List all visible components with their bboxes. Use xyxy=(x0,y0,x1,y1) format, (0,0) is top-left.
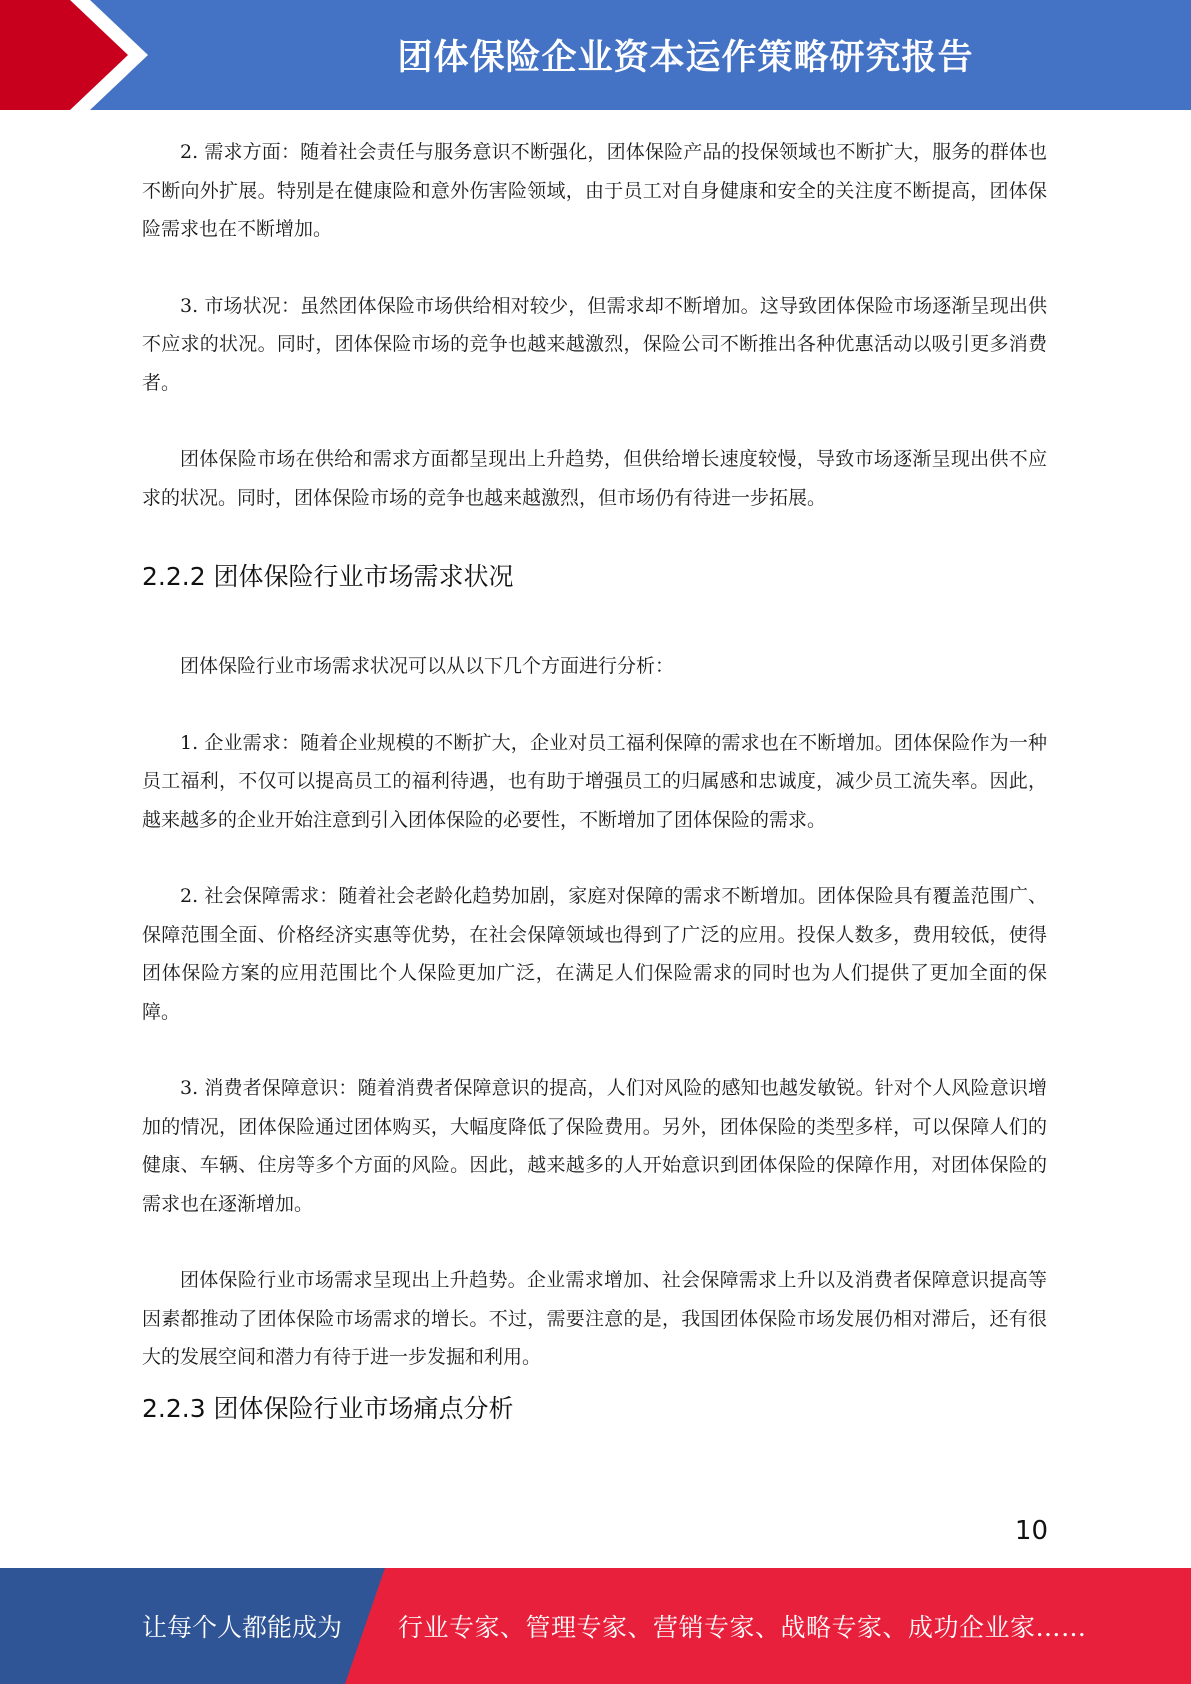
section-heading-2-2-3: 2.2.3 团体保险行业市场痛点分析 xyxy=(142,1393,514,1423)
footer-slogan-right: 行业专家、管理专家、营销专家、战略专家、成功企业家…… xyxy=(398,1613,1087,1642)
paragraph-demand-aspect: 2. 需求方面：随着社会责任与服务意识不断强化，团体保险产品的投保领域也不断扩大，服务的群体也不断向外扩展。特别是在健康险和意外伤害险领域，由于员工对自身健康和安全的关注度不断提高，团体保险需求也在不断增加。 xyxy=(142,141,1047,240)
paragraph-analysis-intro: 团体保险行业市场需求状况可以从以下几个方面进行分析： xyxy=(180,655,675,677)
paragraph-social-security-demand: 2. 社会保障需求：随着社会老龄化趋势加剧，家庭对保障的需求不断增加。团体保险具有覆盖范围广、保障范围全面、价格经济实惠等优势，在社会保障领域也得到了广泛的应用。投保人数多，费用较低，使得团体保险方案的应用范围比个人保险更加广泛，在满足人们保险需求的同时也为人们提供了更加全面的保障。 xyxy=(142,885,1047,1023)
page-header xyxy=(0,0,1191,110)
paragraph-market-status: 3. 市场状况：虽然团体保险市场供给相对较少，但需求却不断增加。这导致团体保险市场逐渐呈现出供不应求的状况。同时，团体保险市场的竞争也越来越激烈，保险公司不断推出各种优惠活动以吸引更多消费者。 xyxy=(142,294,1047,394)
report-title: 团体保险企业资本运作策略研究报告 xyxy=(397,38,974,78)
footer-slogan-left: 让每个人都能成为 xyxy=(142,1613,343,1642)
section-heading-2-2-2: 2.2.2 团体保险行业市场需求状况 xyxy=(142,562,514,591)
paragraph-enterprise-demand: 1. 企业需求：随着企业规模的不断扩大，企业对员工福利保障的需求也在不断增加。团体保险作为一种员工福利，不仅可以提高员工的福利待遇，也有助于增强员工的归属感和忠诚度，减少员工流失率。因此，越来越多的企业开始注意到引入团体保险的必要性，不断增加了团体保险的需求。 xyxy=(142,731,1047,831)
red-arrow-decoration xyxy=(0,0,160,110)
paragraph-demand-summary: 团体保险行业市场需求呈现出上升趋势。企业需求增加、社会保障需求上升以及消费者保障意识提高等因素都推动了团体保险市场需求的增长。不过，需要注意的是，我国团体保险市场发展仍相对滞后，还有很大的发展空间和潜力有待于进一步发掘和利用。 xyxy=(142,1269,1047,1368)
paragraph-consumer-awareness: 3. 消费者保障意识：随着消费者保障意识的提高，人们对风险的感知也越发敏锐。针对个人风险意识增加的情况，团体保险通过团体购买，大幅度降低了保险费用。另外，团体保险的类型多样，可以保障人们的健康、车辆、住房等多个方面的风险。因此，越来越多的人开始意识到团体保险的保障作用，对团体保险的需求也在逐渐增加。 xyxy=(142,1077,1047,1215)
paragraph-supply-demand-summary: 团体保险市场在供给和需求方面都呈现出上升趋势，但供给增长速度较慢，导致市场逐渐呈现出供不应求的状况。同时，团体保险市场的竞争也越来越激烈，但市场仍有待进一步拓展。 xyxy=(142,448,1047,509)
page-footer xyxy=(0,1568,1191,1684)
page-number: 10 xyxy=(1014,1516,1048,1546)
document-body xyxy=(142,133,1047,1429)
